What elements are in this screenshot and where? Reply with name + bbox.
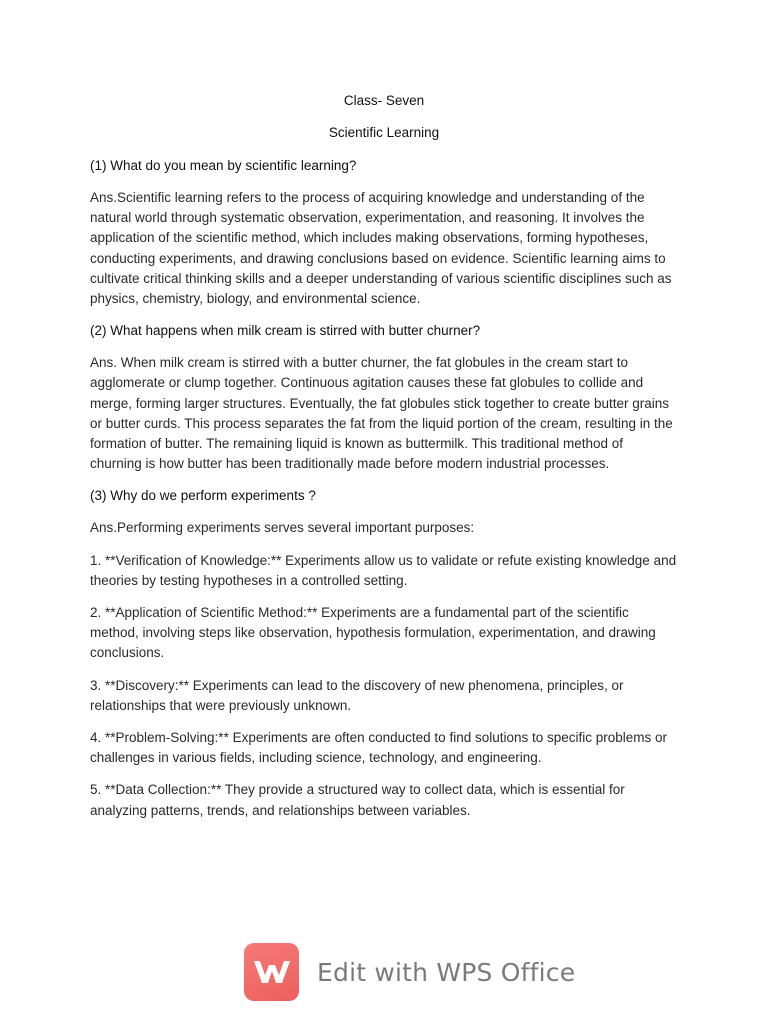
wps-w-glyph-icon — [252, 957, 292, 987]
subject-heading: Scientific Learning — [328, 125, 440, 140]
answer-2-paragraph: Ans. When milk cream is stirred with a butter churner, the fat globules in the cream start to agglomerate or clump together. Continuous agitation causes these fat globules to collide and merge, forming larger structures. Eventually, the fat globules stick together to create butter grains or butter curds. This process separates the fat from the liquid portion of the cream, resulting in the formation of butter. The remaining liquid is known as buttermilk. This traditional method of churning is how butter has been traditionally made before modern industrial processes. — [90, 355, 673, 472]
answer-3-point-5: 5. **Data Collection:** They provide a structured way to collect data, which is essential for analyzing patterns, trends, and relationships between variables. — [90, 782, 625, 818]
edit-with-wps-text[interactable]: Edit with WPS Office — [317, 957, 576, 987]
answer-3-point-1: 1. **Verification of Knowledge:** Experiments allow us to validate or refute existing knowledge and theories by testing hypotheses in a controlled setting. — [90, 552, 677, 588]
document-body — [90, 156, 678, 833]
answer-3-point-4: 4. **Problem-Solving:** Experiments are often conducted to find solutions to specific problems or challenges in various fields, including science, technology, and engineering. — [90, 730, 668, 766]
answer-3-intro: Ans.Performing experiments serves several important purposes: — [90, 520, 475, 536]
question-3: (3) Why do we perform experiments ? — [90, 488, 316, 504]
class-heading: Class- Seven — [343, 93, 425, 108]
answer-1-paragraph: Ans.Scientific learning refers to the process of acquiring knowledge and understanding of the natural world through systematic observation, experimentation, and reasoning. It involves the application of the scientific method, which includes making observations, forming hypotheses, conducting experiments, and drawing conclusions based on evidence. Scientific learning aims to cultivate critical thinking skills and a deeper understanding of various scientific disciplines such as physics, chemistry, biology, and environmental science. — [90, 190, 672, 307]
wps-office-logo-icon[interactable] — [244, 943, 299, 1001]
question-1: (1) What do you mean by scientific learning? — [90, 158, 357, 173]
question-2: (2) What happens when milk cream is stirred with butter churner? — [90, 323, 481, 339]
answer-3-point-3: 3. **Discovery:** Experiments can lead to the discovery of new phenomena, principles, or relationships that were previously unknown. — [90, 677, 624, 713]
answer-3-point-2: 2. **Application of Scientific Method:** Experiments are a fundamental part of the scientific method, involving steps like observation, hypothesis formulation, experimentation, and drawing conclusions. — [90, 605, 656, 661]
edit-with-wps-banner[interactable] — [244, 942, 575, 1002]
